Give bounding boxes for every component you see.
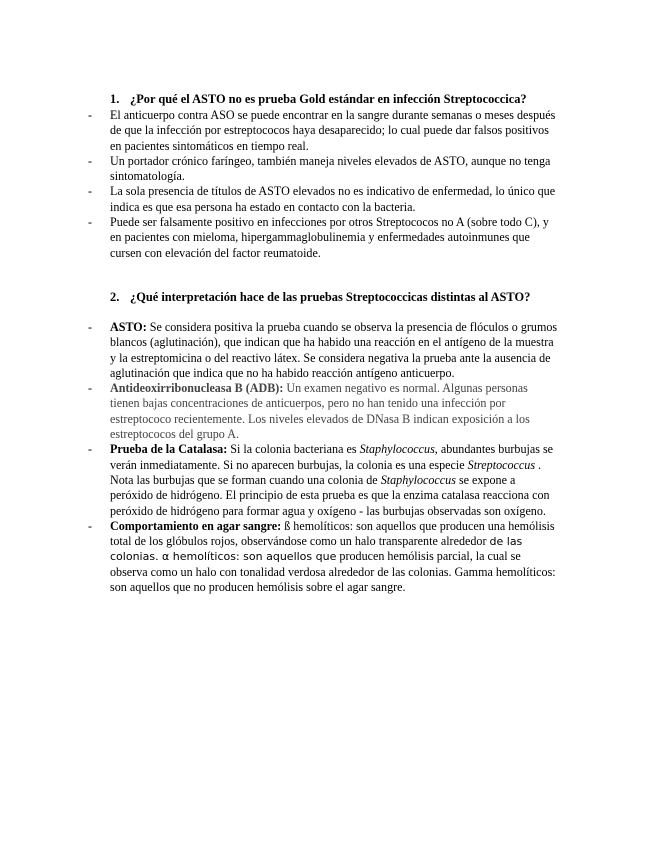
- section2-list: [88, 320, 558, 595]
- list-item-text: Puede ser falsamente positivo en infecciones por otros Streptococos no A (sobre todo C), y en pacientes con mieloma, hipergammaglobulinemia y enfermedades autoinmunes que cursen con elevación del factor reumatoide.: [110, 215, 549, 260]
- term-streptococcus: Streptococcus: [467, 457, 536, 472]
- list-item-text: Se considera positiva la prueba cuando se observa la presencia de flóculos o grumos blancos (aglutinación), que indican que ha habido una reacción en el antígeno de la muestra y la estreptomicina o del reactivo látex. Se considera negativa la prueba ante la ausencia de aglutinación que indica que no ha habido reacción antígeno anticuerpo.: [110, 320, 558, 380]
- item-lead-adb: Antideoxirribonucleasa B (ADB):: [110, 381, 284, 396]
- list-item: - Antideoxirribonucleasa B (ADB): Un examen negativo es normal. Algunas personas tienen bajas concentraciones de anticuerpos, pero no han tenido una infección por estreptococo recientemente. Los niveles elevados de DNasa B indican exposición a los estreptococos del grupo A.: [88, 381, 530, 442]
- section1-title: ¿Por qué el ASTO no es prueba Gold estándar en infección Streptococcica?: [130, 92, 527, 106]
- list-item-text: Un portador crónico faríngeo, también maneja niveles elevados de ASTO, aunque no tenga sintomatología.: [110, 153, 551, 184]
- item-lead-agar: Comportamiento en agar sangre:: [110, 518, 282, 533]
- item-lead-catalasa: Prueba de la Catalasa:: [110, 442, 228, 457]
- list-item: - ASTO: Se considera positiva la prueba cuando se observa la presencia de flóculos o grumos blancos (aglutinación), que indican que ha habido una reacción en el antígeno de la muestra y la estreptomicina o del reactivo látex. Se considera negativa la prueba ante la ausencia de aglutinación que indica que no ha habido reacción antígeno anticuerpo.: [88, 320, 558, 380]
- list-item: - Prueba de la Catalasa: Si la colonia bacteriana es Staphylococcus, abundantes burbujas se verán inmediatamente. Si no aparecen burbujas, la colonia es una especie Streptococcus . Nota las burbujas que se forman cuando una colonia de Staphylococcus se expone a peróxido de hidrógeno. El principio de esta prueba es que la enzima catalasa reacciona con peróxido de hidrógeno para formar agua y oxígeno - las burbujas observadas son oxígeno.: [88, 442, 554, 518]
- alpha-hemolytic-phrase: de las colonias. α hemolíticos: son aquellos que: [110, 535, 523, 564]
- item-lead-asto: ASTO:: [110, 320, 147, 334]
- list-item: - Puede ser falsamente positivo en infecciones por otros Streptococos no A (sobre todo C), y en pacientes con mieloma, hipergammaglobulinemia y enfermedades autoinmunes que cursen con elevación del factor reumatoide.: [88, 215, 558, 261]
- list-item: - Un portador crónico faríngeo, también maneja niveles elevados de ASTO, aunque no tenga sintomatología.: [88, 154, 558, 185]
- list-item: - La sola presencia de títulos de ASTO elevados no es indicativo de enfermedad, lo único que indica es que esa persona ha estado en contacto con la bacteria.: [88, 184, 558, 215]
- section1-heading: [110, 92, 527, 107]
- term-staphylococcus: Staphylococcus: [380, 472, 456, 487]
- section1-number: 1.: [110, 92, 120, 106]
- list-item: - Comportamiento en agar sangre: ß hemolíticos: son aquellos que producen una hemólisis total de los glóbulos rojos, observándose como un halo transparente alrededor de las colonias. α hemolíticos: son aquellos que producen hemólisis parcial, la cual se observa como un halo con tonalidad verdosa alrededor de las colonias. Gamma hemolíticos: son aquellos que no producen hemólisis sobre el agar sangre.: [88, 518, 556, 595]
- list-item-text: El anticuerpo contra ASO se puede encontrar en la sangre durante semanas o meses después de que la infección por estreptococos haya desaparecido; lo cual puede dar falsos positivos en pacientes sintomáticos en tiempo real.: [110, 108, 556, 153]
- section1-list: [88, 108, 558, 261]
- list-item-text: La sola presencia de títulos de ASTO elevados no es indicativo de enfermedad, lo único que indica es que esa persona ha estado en contacto con la bacteria.: [110, 184, 556, 214]
- list-item: - El anticuerpo contra ASO se puede encontrar en la sangre durante semanas o meses después de que la infección por estreptococos haya desaparecido; lo cual puede dar falsos positivos en pacientes sintomáticos en tiempo real.: [88, 108, 558, 154]
- list-item-text: Un examen negativo es normal. Algunas personas tienen bajas concentraciones de anticuerpos, pero no han tenido una infección por estreptococo recientemente. Los niveles elevados de DNasa B indican exposición a los estreptococos del grupo A.: [110, 381, 530, 442]
- term-staphylococcus: Staphylococcus: [359, 442, 435, 457]
- section2-heading: [110, 290, 530, 305]
- section2-number: 2.: [110, 290, 120, 304]
- section2-title: ¿Qué interpretación hace de las pruebas Streptococcicas distintas al ASTO?: [130, 290, 531, 304]
